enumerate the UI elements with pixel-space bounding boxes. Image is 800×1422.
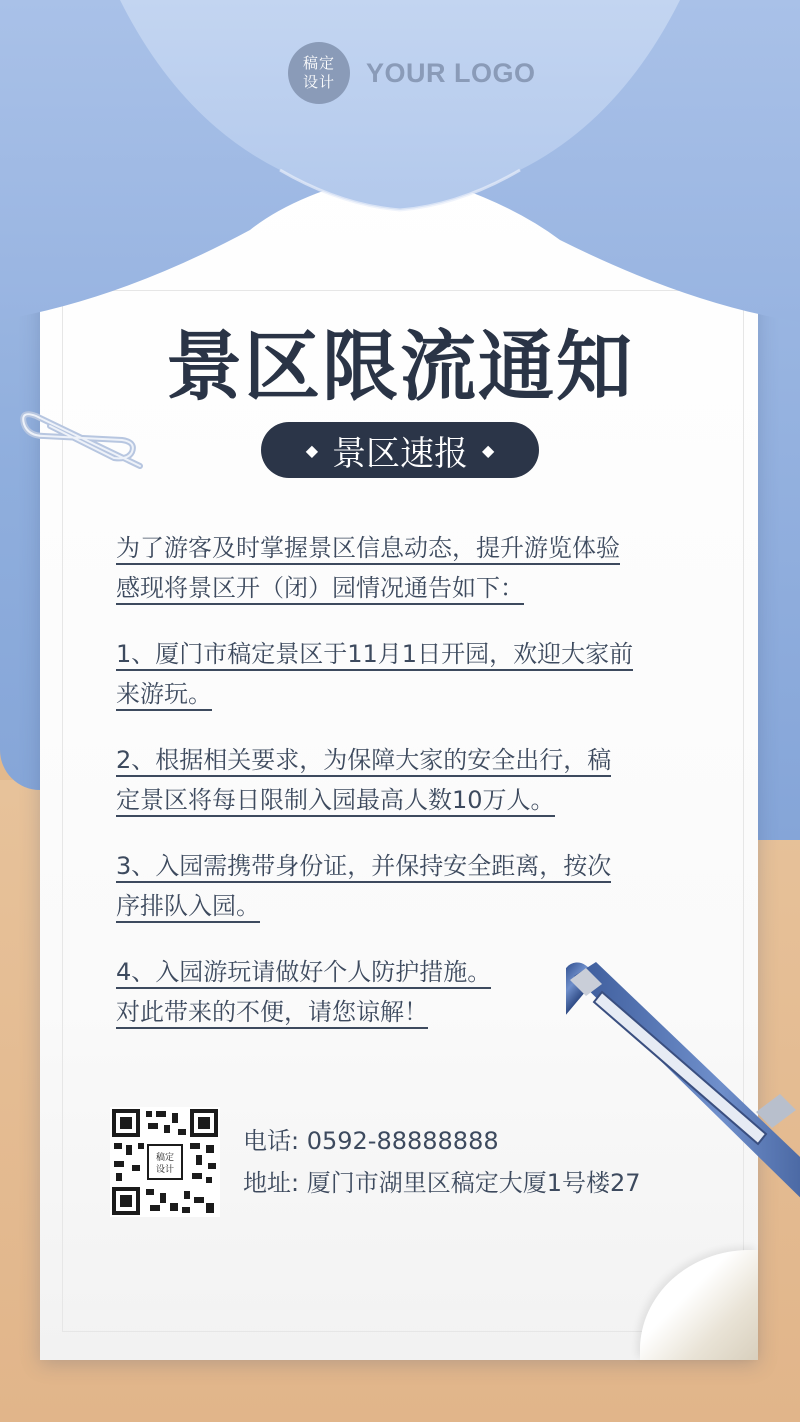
logo-badge-line1: 稿定 (302, 54, 335, 72)
paragraph-line: 为了游客及时掌握景区信息动态，提升游览体验 (116, 534, 620, 565)
address-text: 地址: 厦门市湖里区稿定大厦1号楼27 (243, 1169, 641, 1197)
paragraph-line: 感现将景区开（闭）园情况通告如下： (116, 574, 524, 605)
paragraph-line: 定景区将每日限制入园最高人数10万人。 (116, 786, 555, 817)
section-badge-label: 景区速报 (332, 433, 468, 474)
paragraph-line: 对此带来的不便，请您谅解！ (116, 998, 428, 1029)
phone-text: 电话: 0592-88888888 (243, 1127, 499, 1155)
paragraph-line: 2、根据相关要求，为保障大家的安全出行，稿 (116, 746, 611, 777)
section-badge (261, 422, 539, 478)
logo-text: YOUR LOGO (366, 57, 536, 88)
qr-center-line2: 设计 (155, 1165, 175, 1175)
logo-badge-line2: 设计 (302, 73, 335, 91)
notice-paragraph (116, 634, 696, 714)
paragraph-line: 序排队入园。 (116, 892, 260, 923)
logo-badge (288, 42, 350, 104)
qr-center-line1: 稿定 (155, 1153, 175, 1163)
notice-paragraph (116, 528, 696, 608)
paragraph-line: 来游玩。 (116, 680, 212, 711)
paperclip-icon (14, 396, 154, 476)
pen-icon (566, 962, 800, 1292)
notice-paragraph (116, 846, 696, 926)
diamond-icon: ◆ (305, 440, 318, 460)
logo (288, 42, 536, 104)
paragraph-line: 3、入园需携带身份证，并保持安全距离，按次 (116, 852, 611, 883)
notice-paragraph (116, 740, 696, 820)
qr-code (110, 1107, 220, 1217)
page-title: 景区限流通知 (166, 322, 634, 411)
paragraph-line: 1、厦门市稿定景区于11月1日开园，欢迎大家前 (116, 640, 633, 671)
paragraph-line: 4、入园游玩请做好个人防护措施。 (116, 958, 491, 989)
diamond-icon: ◆ (482, 440, 495, 460)
